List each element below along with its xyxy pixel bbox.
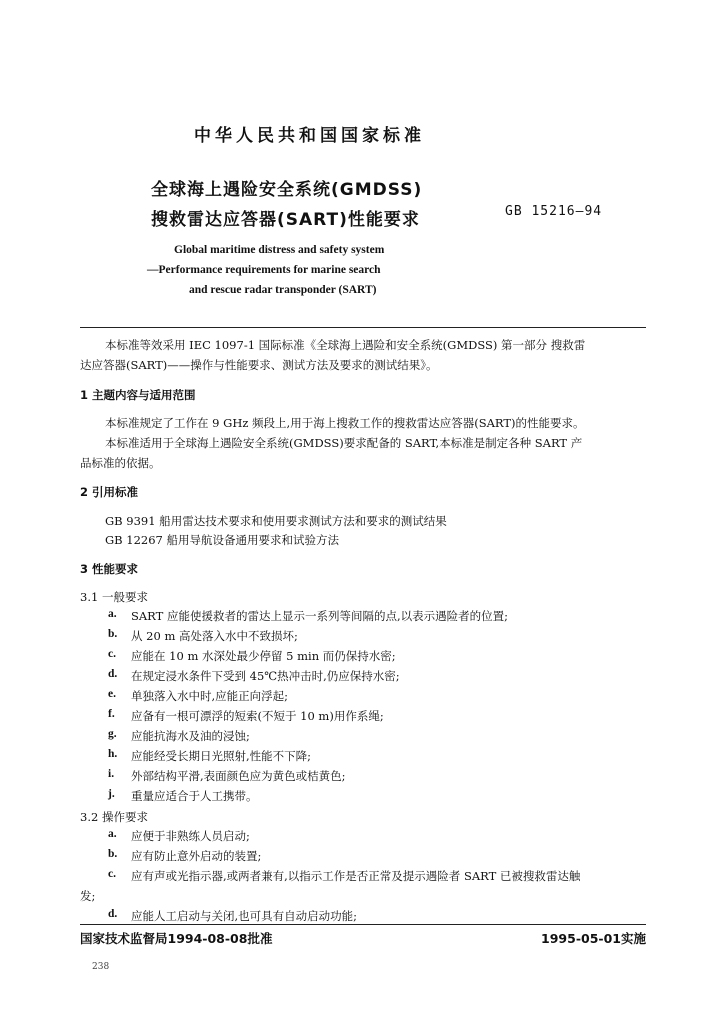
title-line-2: 搜救雷达应答器(SART)性能要求 — [151, 210, 420, 230]
approval-date: 国家技术监督局1994-08-08批准 — [80, 931, 273, 946]
english-title-line: —Performance requirements for marine search — [147, 264, 381, 276]
item-letter: j. — [108, 788, 115, 800]
intro-line: 达应答器(SART)——操作与性能要求、测试方法及要求的测试结果》。 — [80, 358, 438, 372]
item-text: 应能在 10 m 水深处最少停留 5 min 而仍保持水密; — [131, 649, 396, 663]
reference-line: GB 12267 船用导航设备通用要求和试验方法 — [105, 533, 340, 547]
item-text: 从 20 m 高处落入水中不致损坏; — [131, 629, 298, 643]
subsection-heading: 3.1 一般要求 — [80, 590, 148, 604]
item-text: 外部结构平滑,表面颜色应为黄色或桔黄色; — [131, 769, 346, 783]
item-letter: h. — [108, 748, 118, 760]
item-text: 应有声或光指示器,或两者兼有,以指示工作是否正常及提示遇险者 SART 已被搜救雷达触 — [131, 869, 581, 883]
section-heading: 2 引用标准 — [80, 485, 139, 499]
item-text: 单独落入水中时,应能正向浮起; — [131, 689, 289, 703]
section-heading: 1 主题内容与适用范围 — [80, 388, 196, 402]
item-text: 在规定浸水条件下受到 45℃热冲击时,仍应保持水密; — [131, 669, 400, 683]
item-letter: b. — [108, 628, 118, 640]
item-text: 应备有一根可漂浮的短索(不短于 10 m)用作系绳; — [131, 709, 384, 723]
item-letter: a. — [108, 608, 117, 620]
standard-category: 中华人民共和国国家标准 — [194, 126, 425, 146]
item-text: 重量应适合于人工携带。 — [131, 789, 258, 803]
item-text: 应能经受长期日光照射,性能不下降; — [131, 749, 312, 763]
implementation-date: 1995-05-01实施 — [541, 931, 646, 946]
item-text: SART 应能使援救者的雷达上显示一系列等间隔的点,以表示遇险者的位置; — [131, 609, 508, 623]
item-letter: b. — [108, 848, 118, 860]
item-text: 应有防止意外启动的装置; — [131, 849, 262, 863]
reference-line: GB 9391 船用雷达技术要求和使用要求测试方法和要求的测试结果 — [105, 514, 447, 528]
body-line: 本标准规定了工作在 9 GHz 频段上,用于海上搜救工作的搜救雷达应答器(SART)的性能要求。 — [105, 416, 585, 430]
subsection-heading: 3.2 操作要求 — [80, 810, 148, 824]
section-heading: 3 性能要求 — [80, 562, 139, 576]
item-letter: d. — [108, 908, 118, 920]
item-text: 应能抗海水及油的浸蚀; — [131, 729, 250, 743]
item-letter: e. — [108, 688, 116, 700]
item-text: 应能人工启动与关闭,也可具有自动启动功能; — [131, 909, 358, 923]
footer-rule — [80, 924, 646, 925]
item-letter: c. — [108, 648, 116, 660]
item-continuation: 发; — [80, 889, 96, 903]
item-letter: f. — [108, 708, 115, 720]
intro-line: 本标准等效采用 IEC 1097-1 国际标准《全球海上遇险和安全系统(GMDSS) 第一部分 搜救雷 — [105, 338, 586, 352]
title-line-1: 全球海上遇险安全系统(GMDSS) — [151, 180, 423, 200]
body-line: 品标准的依据。 — [80, 456, 161, 470]
item-letter: g. — [108, 728, 117, 740]
item-letter: c. — [108, 868, 116, 880]
page-number: 238 — [92, 962, 110, 972]
item-letter: a. — [108, 828, 117, 840]
item-letter: d. — [108, 668, 118, 680]
english-title-line: and rescue radar transponder (SART) — [189, 284, 377, 296]
body-line: 本标准适用于全球海上遇险安全系统(GMDSS)要求配备的 SART,本标准是制定各种 SART 产 — [105, 436, 583, 450]
header-rule — [80, 327, 646, 328]
gb-number: GB 15216—94 — [505, 204, 603, 219]
item-text: 应便于非熟练人员启动; — [131, 829, 250, 843]
item-letter: i. — [108, 768, 115, 780]
english-title-line: Global maritime distress and safety system — [174, 244, 385, 256]
